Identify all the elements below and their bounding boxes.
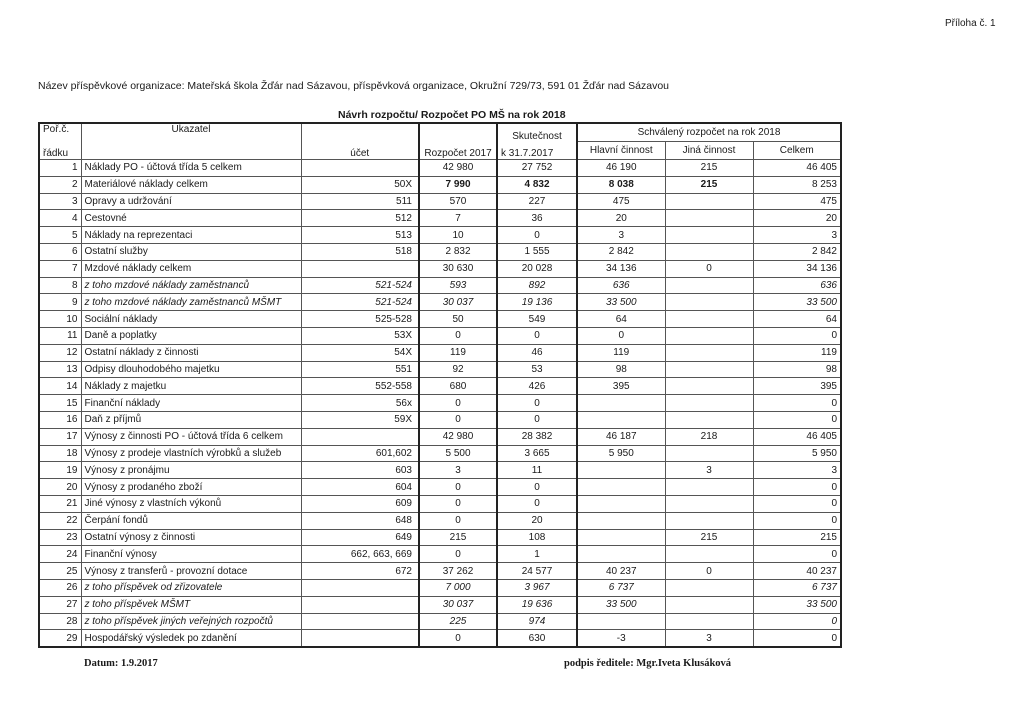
row-label: z toho příspěvek jiných veřejných rozpočtů	[81, 613, 301, 630]
row-number: 13	[39, 361, 81, 378]
header-celkem: Celkem	[753, 142, 841, 160]
row-main-activity	[577, 529, 665, 546]
row-main-activity: 64	[577, 311, 665, 328]
organization-name: Název příspěvkové organizace: Mateřská škola Žďár nad Sázavou, příspěvková organizace, Okružní 729/73, 591 01 Žďár nad Sázavou	[38, 80, 669, 92]
row-main-activity: 6 737	[577, 579, 665, 596]
row-other-activity	[665, 378, 753, 395]
row-total: 475	[753, 193, 841, 210]
row-budget-2017: 92	[419, 361, 497, 378]
row-number: 15	[39, 395, 81, 412]
table-row	[39, 579, 841, 596]
row-actual-2017: 0	[497, 479, 577, 496]
row-number: 1	[39, 160, 81, 177]
row-other-activity	[665, 227, 753, 244]
row-account	[301, 596, 419, 613]
row-account: 511	[301, 193, 419, 210]
row-main-activity: 3	[577, 227, 665, 244]
header-ucet: účet	[301, 142, 419, 160]
row-other-activity	[665, 311, 753, 328]
row-total: 3	[753, 462, 841, 479]
table-row	[39, 327, 841, 344]
row-actual-2017: 549	[497, 311, 577, 328]
row-number: 9	[39, 294, 81, 311]
row-actual-2017: 53	[497, 361, 577, 378]
row-budget-2017: 570	[419, 193, 497, 210]
row-number: 20	[39, 479, 81, 496]
row-account	[301, 579, 419, 596]
row-total: 8 253	[753, 176, 841, 193]
row-account: 518	[301, 243, 419, 260]
row-main-activity: 636	[577, 277, 665, 294]
row-number: 10	[39, 311, 81, 328]
row-account	[301, 613, 419, 630]
row-actual-2017: 227	[497, 193, 577, 210]
row-account: 56x	[301, 395, 419, 412]
row-other-activity	[665, 596, 753, 613]
row-other-activity: 218	[665, 428, 753, 445]
row-total: 40 237	[753, 563, 841, 580]
row-account: 525-528	[301, 311, 419, 328]
row-main-activity	[577, 512, 665, 529]
header-schvaleny: Schválený rozpočet na rok 2018	[577, 123, 841, 142]
row-account	[301, 160, 419, 177]
budget-table-body	[39, 160, 841, 648]
row-main-activity: 98	[577, 361, 665, 378]
row-actual-2017: 19 636	[497, 596, 577, 613]
row-actual-2017: 11	[497, 462, 577, 479]
row-label: Jiné výnosy z vlastních výkonů	[81, 495, 301, 512]
row-account: 521-524	[301, 294, 419, 311]
header-jina: Jiná činnost	[665, 142, 753, 160]
row-account: 59X	[301, 411, 419, 428]
row-number: 3	[39, 193, 81, 210]
row-label: z toho mzdové náklady zaměstnanců	[81, 277, 301, 294]
row-main-activity	[577, 613, 665, 630]
row-label: Ostatní náklady z činnosti	[81, 344, 301, 361]
row-account	[301, 428, 419, 445]
row-account: 513	[301, 227, 419, 244]
row-actual-2017: 974	[497, 613, 577, 630]
row-main-activity	[577, 395, 665, 412]
row-number: 8	[39, 277, 81, 294]
header-radku: řádku	[39, 142, 81, 160]
row-account: 512	[301, 210, 419, 227]
table-row	[39, 512, 841, 529]
row-other-activity	[665, 495, 753, 512]
row-account: 50X	[301, 176, 419, 193]
table-row	[39, 529, 841, 546]
row-label: Výnosy z prodaného zboží	[81, 479, 301, 496]
header-ukazatel-bottom	[81, 142, 301, 160]
row-label: Výnosy z transferů - provozní dotace	[81, 563, 301, 580]
row-total: 0	[753, 546, 841, 563]
row-main-activity: 119	[577, 344, 665, 361]
row-main-activity: 0	[577, 327, 665, 344]
row-main-activity: 33 500	[577, 294, 665, 311]
row-other-activity: 215	[665, 160, 753, 177]
row-other-activity	[665, 210, 753, 227]
row-account	[301, 630, 419, 647]
table-row	[39, 563, 841, 580]
row-number: 17	[39, 428, 81, 445]
row-other-activity	[665, 613, 753, 630]
row-other-activity	[665, 479, 753, 496]
row-actual-2017: 0	[497, 395, 577, 412]
row-other-activity	[665, 579, 753, 596]
row-actual-2017: 20	[497, 512, 577, 529]
row-total: 20	[753, 210, 841, 227]
header-budget-top	[419, 123, 497, 142]
row-other-activity: 215	[665, 529, 753, 546]
table-row	[39, 596, 841, 613]
row-label: Náklady z majetku	[81, 378, 301, 395]
row-budget-2017: 225	[419, 613, 497, 630]
row-actual-2017: 46	[497, 344, 577, 361]
row-budget-2017: 0	[419, 630, 497, 647]
header-hlavni: Hlavní činnost	[577, 142, 665, 160]
row-budget-2017: 10	[419, 227, 497, 244]
table-row	[39, 344, 841, 361]
row-actual-2017: 28 382	[497, 428, 577, 445]
row-total: 0	[753, 630, 841, 647]
row-label: Ostatní výnosy z činnosti	[81, 529, 301, 546]
row-other-activity: 0	[665, 260, 753, 277]
table-row	[39, 613, 841, 630]
header-por-c: Poř.č.	[39, 123, 81, 142]
row-number: 18	[39, 445, 81, 462]
row-budget-2017: 50	[419, 311, 497, 328]
row-budget-2017: 0	[419, 546, 497, 563]
row-actual-2017: 1	[497, 546, 577, 563]
table-row	[39, 411, 841, 428]
row-total: 395	[753, 378, 841, 395]
row-number: 12	[39, 344, 81, 361]
table-row	[39, 243, 841, 260]
row-total: 98	[753, 361, 841, 378]
row-actual-2017: 0	[497, 327, 577, 344]
row-number: 29	[39, 630, 81, 647]
row-label: Výnosy z činnosti PO - účtová třída 6 celkem	[81, 428, 301, 445]
table-row	[39, 428, 841, 445]
row-budget-2017: 2 832	[419, 243, 497, 260]
row-other-activity	[665, 243, 753, 260]
row-budget-2017: 7 000	[419, 579, 497, 596]
row-actual-2017: 1 555	[497, 243, 577, 260]
row-budget-2017: 42 980	[419, 428, 497, 445]
row-account: 672	[301, 563, 419, 580]
row-number: 7	[39, 260, 81, 277]
row-main-activity: -3	[577, 630, 665, 647]
row-number: 19	[39, 462, 81, 479]
row-main-activity	[577, 411, 665, 428]
row-other-activity	[665, 277, 753, 294]
footer-date: Datum: 1.9.2017	[84, 658, 158, 669]
row-other-activity: 0	[665, 563, 753, 580]
row-label: Daně a poplatky	[81, 327, 301, 344]
row-budget-2017: 3	[419, 462, 497, 479]
row-actual-2017: 0	[497, 495, 577, 512]
row-account: 662, 663, 669	[301, 546, 419, 563]
row-budget-2017: 7	[419, 210, 497, 227]
row-other-activity	[665, 395, 753, 412]
row-number: 22	[39, 512, 81, 529]
row-number: 11	[39, 327, 81, 344]
row-total: 119	[753, 344, 841, 361]
table-row	[39, 294, 841, 311]
row-actual-2017: 19 136	[497, 294, 577, 311]
table-row	[39, 210, 841, 227]
row-actual-2017: 892	[497, 277, 577, 294]
row-other-activity	[665, 327, 753, 344]
row-budget-2017: 0	[419, 512, 497, 529]
row-actual-2017: 3 665	[497, 445, 577, 462]
row-label: z toho příspěvek od zřizovatele	[81, 579, 301, 596]
table-row	[39, 260, 841, 277]
row-budget-2017: 30 037	[419, 596, 497, 613]
row-account: 552-558	[301, 378, 419, 395]
row-budget-2017: 593	[419, 277, 497, 294]
row-total: 2 842	[753, 243, 841, 260]
row-other-activity	[665, 445, 753, 462]
table-row	[39, 546, 841, 563]
row-budget-2017: 119	[419, 344, 497, 361]
row-main-activity: 20	[577, 210, 665, 227]
row-label: Opravy a udržování	[81, 193, 301, 210]
row-number: 2	[39, 176, 81, 193]
row-budget-2017: 5 500	[419, 445, 497, 462]
row-actual-2017: 24 577	[497, 563, 577, 580]
row-other-activity: 3	[665, 462, 753, 479]
row-main-activity: 46 187	[577, 428, 665, 445]
row-total: 0	[753, 512, 841, 529]
row-main-activity: 8 038	[577, 176, 665, 193]
row-budget-2017: 0	[419, 327, 497, 344]
row-label: z toho příspěvek MŠMT	[81, 596, 301, 613]
row-total: 636	[753, 277, 841, 294]
row-account: 604	[301, 479, 419, 496]
row-other-activity	[665, 361, 753, 378]
row-actual-2017: 108	[497, 529, 577, 546]
row-total: 6 737	[753, 579, 841, 596]
row-number: 21	[39, 495, 81, 512]
row-label: Odpisy dlouhodobého majetku	[81, 361, 301, 378]
table-row	[39, 277, 841, 294]
row-budget-2017: 42 980	[419, 160, 497, 177]
row-budget-2017: 0	[419, 395, 497, 412]
table-row	[39, 495, 841, 512]
row-budget-2017: 37 262	[419, 563, 497, 580]
row-total: 0	[753, 395, 841, 412]
row-budget-2017: 215	[419, 529, 497, 546]
row-main-activity: 5 950	[577, 445, 665, 462]
row-label: Ostatní služby	[81, 243, 301, 260]
row-label: Daň z příjmů	[81, 411, 301, 428]
row-other-activity	[665, 546, 753, 563]
table-row	[39, 630, 841, 647]
row-main-activity	[577, 546, 665, 563]
row-total: 0	[753, 613, 841, 630]
row-number: 5	[39, 227, 81, 244]
row-number: 16	[39, 411, 81, 428]
row-total: 46 405	[753, 160, 841, 177]
row-label: Výnosy z prodeje vlastních výrobků a služeb	[81, 445, 301, 462]
row-total: 64	[753, 311, 841, 328]
row-total: 215	[753, 529, 841, 546]
header-skutecnost-date: k 31.7.2017	[497, 142, 577, 160]
row-number: 4	[39, 210, 81, 227]
row-label: Náklady na reprezentaci	[81, 227, 301, 244]
row-number: 6	[39, 243, 81, 260]
row-label: Výnosy z pronájmu	[81, 462, 301, 479]
row-other-activity: 3	[665, 630, 753, 647]
row-budget-2017: 0	[419, 495, 497, 512]
row-other-activity	[665, 512, 753, 529]
table-row	[39, 479, 841, 496]
row-number: 23	[39, 529, 81, 546]
budget-table	[38, 122, 842, 648]
table-row	[39, 227, 841, 244]
row-main-activity: 33 500	[577, 596, 665, 613]
row-budget-2017: 680	[419, 378, 497, 395]
row-label: Hospodářský výsledek po zdanění	[81, 630, 301, 647]
row-other-activity: 215	[665, 176, 753, 193]
table-row	[39, 462, 841, 479]
row-total: 0	[753, 495, 841, 512]
table-row	[39, 378, 841, 395]
row-total: 0	[753, 411, 841, 428]
row-main-activity: 46 190	[577, 160, 665, 177]
table-row	[39, 395, 841, 412]
row-actual-2017: 630	[497, 630, 577, 647]
document-title: Návrh rozpočtu/ Rozpočet PO MŠ na rok 2018	[338, 109, 566, 121]
row-total: 3	[753, 227, 841, 244]
row-main-activity	[577, 462, 665, 479]
row-budget-2017: 30 037	[419, 294, 497, 311]
row-actual-2017: 426	[497, 378, 577, 395]
row-number: 25	[39, 563, 81, 580]
row-total: 33 500	[753, 596, 841, 613]
row-label: Mzdové náklady celkem	[81, 260, 301, 277]
row-account: 601,602	[301, 445, 419, 462]
row-budget-2017: 30 630	[419, 260, 497, 277]
row-actual-2017: 20 028	[497, 260, 577, 277]
table-row	[39, 361, 841, 378]
row-label: Cestovné	[81, 210, 301, 227]
row-number: 27	[39, 596, 81, 613]
row-other-activity	[665, 193, 753, 210]
row-total: 33 500	[753, 294, 841, 311]
row-total: 5 950	[753, 445, 841, 462]
row-account: 609	[301, 495, 419, 512]
row-number: 26	[39, 579, 81, 596]
row-actual-2017: 0	[497, 411, 577, 428]
row-number: 28	[39, 613, 81, 630]
row-account	[301, 260, 419, 277]
table-row	[39, 193, 841, 210]
row-label: Sociální náklady	[81, 311, 301, 328]
row-account: 53X	[301, 327, 419, 344]
row-account: 648	[301, 512, 419, 529]
footer-signature: podpis ředitele: Mgr.Iveta Klusáková	[564, 658, 732, 669]
table-row	[39, 176, 841, 193]
row-other-activity	[665, 294, 753, 311]
row-budget-2017: 0	[419, 411, 497, 428]
row-label: Náklady PO - účtová třída 5 celkem	[81, 160, 301, 177]
row-main-activity	[577, 479, 665, 496]
annex-label: Příloha č. 1	[945, 18, 996, 29]
row-label: Finanční výnosy	[81, 546, 301, 563]
row-account: 521-524	[301, 277, 419, 294]
header-skutecnost: Skutečnost	[497, 123, 577, 142]
row-main-activity: 395	[577, 378, 665, 395]
table-row	[39, 445, 841, 462]
row-number: 14	[39, 378, 81, 395]
row-total: 0	[753, 479, 841, 496]
row-account: 603	[301, 462, 419, 479]
table-row	[39, 160, 841, 177]
header-ukazatel: Ukazatel	[81, 123, 301, 142]
row-total: 34 136	[753, 260, 841, 277]
row-number: 24	[39, 546, 81, 563]
row-budget-2017: 0	[419, 479, 497, 496]
table-row	[39, 311, 841, 328]
row-total: 46 405	[753, 428, 841, 445]
header-ucet-top	[301, 123, 419, 142]
row-actual-2017: 4 832	[497, 176, 577, 193]
row-actual-2017: 36	[497, 210, 577, 227]
row-label: Finanční náklady	[81, 395, 301, 412]
row-main-activity: 475	[577, 193, 665, 210]
row-main-activity: 2 842	[577, 243, 665, 260]
row-actual-2017: 27 752	[497, 160, 577, 177]
row-budget-2017: 7 990	[419, 176, 497, 193]
row-actual-2017: 3 967	[497, 579, 577, 596]
row-actual-2017: 0	[497, 227, 577, 244]
row-other-activity	[665, 411, 753, 428]
row-other-activity	[665, 344, 753, 361]
row-main-activity	[577, 495, 665, 512]
row-main-activity: 40 237	[577, 563, 665, 580]
row-label: Čerpání fondů	[81, 512, 301, 529]
row-main-activity: 34 136	[577, 260, 665, 277]
row-total: 0	[753, 327, 841, 344]
row-label: Materiálové náklady celkem	[81, 176, 301, 193]
row-label: z toho mzdové náklady zaměstnanců MŠMT	[81, 294, 301, 311]
row-account: 649	[301, 529, 419, 546]
header-rozpocet: Rozpočet 2017	[419, 142, 497, 160]
row-account: 551	[301, 361, 419, 378]
row-account: 54X	[301, 344, 419, 361]
